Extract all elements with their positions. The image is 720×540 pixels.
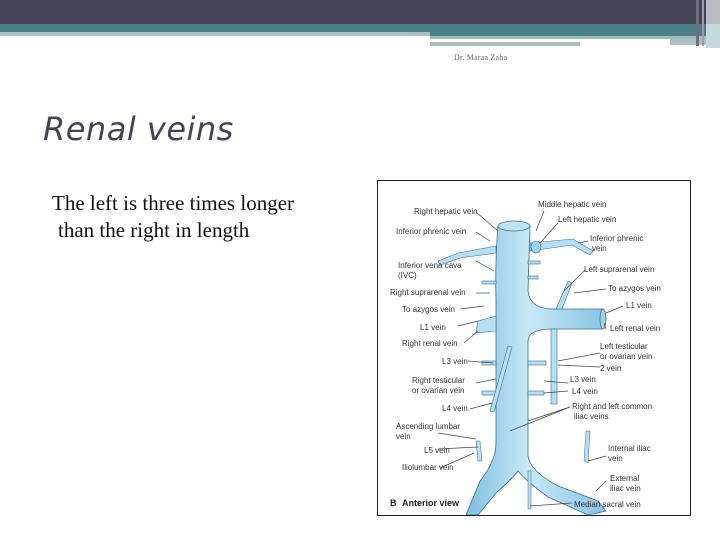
label-inferior-vena-cava: Inferior vena cava	[398, 261, 462, 270]
label-middle-hepatic-vein: Middle hepatic vein	[538, 200, 607, 209]
label-external-iliac-vein: iliac vein	[610, 484, 641, 493]
figure-caption-letter: B	[390, 498, 397, 508]
header-teal-bar	[0, 24, 720, 32]
header-accent-block	[670, 39, 710, 45]
label-external: External	[610, 474, 640, 483]
label-iliac-veins: iliac veins	[574, 412, 609, 421]
body-line-1: The left is three times longer	[52, 191, 295, 215]
label-l4-vein-right: L4 vein	[442, 404, 468, 413]
label-2-vein: 2 vein	[600, 364, 622, 373]
label-or-ovarian-vein-right: or ovarian vein	[412, 386, 465, 395]
label-internal-iliac: Internal iliac	[608, 444, 651, 453]
label-or-ovarian-vein-left: or ovarian vein	[600, 352, 653, 361]
header-accent-bar-short	[430, 42, 580, 46]
label-to-azygos-vein-right: To azygos vein	[402, 305, 455, 314]
label-iliolumbar-vein: Iliolumbar vein	[402, 463, 454, 472]
header-stripe	[702, 0, 704, 46]
label-median-sacral-vein: Median sacral vein	[574, 500, 641, 509]
label-l1-vein-right: L1 vein	[420, 323, 446, 332]
label-left-renal-vein: Left renal vein	[610, 324, 661, 333]
label-l4-vein-left: L4 vein	[572, 387, 598, 396]
label-right-suprarenal-vein: Right suprarenal vein	[390, 288, 466, 297]
slide-title: Renal veins	[43, 110, 234, 148]
label-common-iliac-veins: Right and left common	[572, 402, 653, 411]
label-l5-vein-right: L5 vein	[424, 446, 450, 455]
label-left-testicular: Left testicular	[600, 342, 648, 351]
label-right-renal-vein: Right renal vein	[402, 339, 458, 348]
label-inferior-phrenic-vein-left: vein	[592, 244, 607, 253]
label-l3-vein-left: L3 vein	[570, 375, 596, 384]
label-internal-iliac-vein: vein	[608, 454, 623, 463]
header-dark-bar	[0, 0, 720, 24]
label-l3-vein-right: L3 vein	[442, 357, 468, 366]
slide-body	[52, 190, 294, 244]
figure-caption: Anterior view	[402, 498, 460, 508]
vein-illustration	[378, 181, 690, 515]
label-right-hepatic-vein: Right hepatic vein	[414, 207, 478, 216]
label-ivc: (IVC)	[398, 271, 417, 280]
body-line-2: than the right in length	[58, 218, 250, 242]
label-right-testicular: Right testicular	[412, 376, 465, 385]
label-inferior-phrenic-vein: Inferior phrenic vein	[396, 227, 467, 236]
label-inferior-phrenic-left: Inferior phrenic	[590, 234, 644, 243]
label-to-azygos-vein-left: To azygos vein	[608, 284, 661, 293]
label-left-suprarenal-vein: Left suprarenal vein	[584, 265, 655, 274]
header-stripe-light	[706, 24, 720, 48]
label-left-hepatic-vein: Left hepatic vein	[558, 215, 617, 224]
label-ascending-lumbar: Ascending lumbar	[396, 422, 461, 431]
author-footer: Dr. Maraa Zaha	[454, 53, 508, 62]
label-ascending-lumbar-vein: vein	[396, 432, 411, 441]
label-l1-vein-left: L1 vein	[626, 301, 652, 310]
renal-veins-diagram	[377, 180, 691, 516]
header-stripe	[696, 0, 699, 46]
header-light-bar	[0, 32, 430, 36]
